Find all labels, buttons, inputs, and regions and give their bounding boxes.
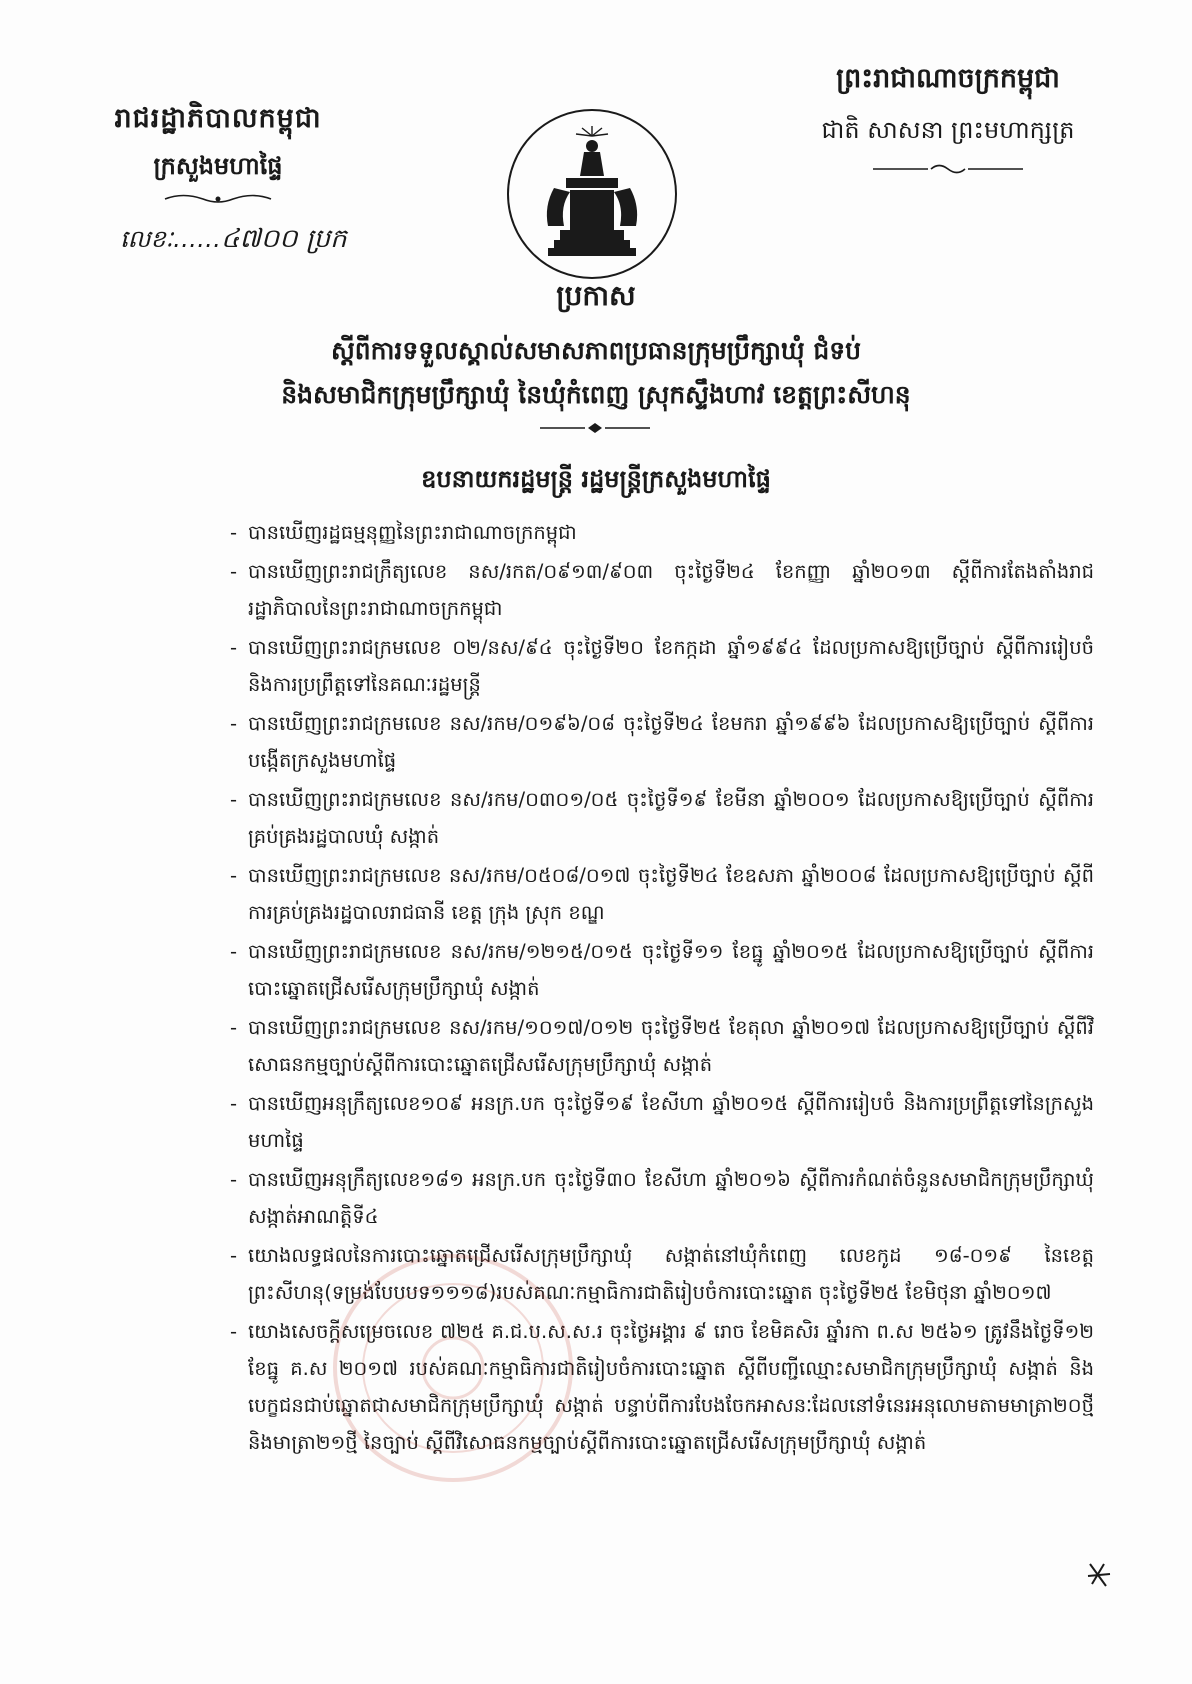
reference-label: លេខៈ xyxy=(120,225,174,253)
list-item: - បានឃើញព្រះរាជក្រមលេខ នស/រកម/១២១៥/០១៥ ចុះថ្ងៃទី១១ ខែធ្នូ ឆ្នាំ២០១៥ ដែលប្រកាសឱ្យប្រើច្បាប់ ស្តីពីការបោះឆ្នោតជ្រើសរើសក្រុមប្រឹក្សាឃុំ សង្កាត់ xyxy=(234,933,1094,1007)
list-item: - បានឃើញព្រះរាជក្រមលេខ នស/រកម/១០១៧/០១២ ចុះថ្ងៃទី២៥ ខែតុលា ឆ្នាំ២០១៧ ដែលប្រកាសឱ្យប្រើច្បាប់ ស្តីពីវិសោធនកម្មច្បាប់ស្តីពីការបោះឆ្នោតជ្រើសរើសក្រុមប្រឹក្សាឃុំ សង្កាត់ xyxy=(234,1009,1094,1083)
national-motto: ជាតិ សាសនា ព្រះមហាក្សត្រ xyxy=(821,116,1075,144)
royal-emblem xyxy=(504,106,680,282)
list-item: - បានឃើញព្រះរាជក្រមលេខ នស/រកម/០១៩៦/០៨ ចុះថ្ងៃទី២៤ ខែមករា ឆ្នាំ១៩៩៦ ដែលប្រកាសឱ្យប្រើច្បាប់ ស្តីពីការបង្កើតក្រសួងមហាផ្ទៃ xyxy=(234,705,1094,779)
list-item: - បានឃើញអនុក្រឹត្យលេខ១៨១ អនក្រ.បក ចុះថ្ងៃទី៣០ ខែសីហា ឆ្នាំ២០១៦ ស្តីពីការកំណត់ចំនួនសមាជិកក្រុមប្រឹក្សាឃុំ សង្កាត់អាណត្តិទី៤ xyxy=(234,1161,1094,1235)
list-item: - បានឃើញព្រះរាជក្រមលេខ នស/រកម/០៣០១/០៥ ចុះថ្ងៃទី១៩ ខែមីនា ឆ្នាំ២០០១ ដែលប្រកាសឱ្យប្រើច្បាប់ ស្តីពីការគ្រប់គ្រងរដ្ឋបាលឃុំ សង្កាត់ xyxy=(234,781,1094,855)
list-item: - បានឃើញព្រះរាជក្រមលេខ ០២/នស/៩៤ ចុះថ្ងៃទី២០ ខែកក្កដា ឆ្នាំ១៩៩៤ ដែលប្រកាសឱ្យប្រើច្បាប់ ស្តីពីការរៀបចំ និងការប្រព្រឹត្តទៅនៃគណៈរដ្ឋមន្ត្រី xyxy=(234,629,1094,703)
ornament-divider-left xyxy=(163,192,273,206)
reference-number: លេខៈ……៤៧០០ ប្រក xyxy=(120,224,347,254)
kingdom-name: ព្រះរាជាណាចក្រកម្ពុជា xyxy=(836,63,1060,94)
list-item: - បានឃើញព្រះរាជក្រឹត្យលេខ នស/រកត/០៩១៣/៩០៣ ចុះថ្ងៃទី២៤ ខែកញ្ញា ឆ្នាំ២០១៣ ស្តីពីការតែងតាំងរាជរដ្ឋាភិបាលនៃព្រះរាជាណាចក្រកម្ពុជា xyxy=(234,553,1094,627)
header-left xyxy=(88,102,348,206)
emblem-icon xyxy=(504,106,680,282)
list-item: - បានឃើញព្រះរាជក្រមលេខ នស/រកម/០៥០៨/០១៧ ចុះថ្ងៃទី២៤ ខែឧសភា ឆ្នាំ២០០៨ ដែលប្រកាសឱ្យប្រើច្បាប់ ស្តីពីការគ្រប់គ្រងរដ្ឋបាលរាជធានី ខេត្ត ក្រុង ស្រុក ខណ្ឌ xyxy=(234,857,1094,931)
document-type: ប្រកាស xyxy=(556,279,636,312)
initial-mark-icon xyxy=(1086,1560,1112,1590)
header-right xyxy=(788,62,1108,176)
subject-line-2: និងសមាជិកក្រុមប្រឹក្សាឃុំ នៃឃុំកំពេញ ស្រុកស្ទឹងហាវ ខេត្តព្រះសីហនុ xyxy=(281,380,911,409)
list-item: - បានឃើញរដ្ឋធម្មនុញ្ញនៃព្រះរាជាណាចក្រកម្ពុជា xyxy=(234,514,1094,551)
faint-stamp-icon xyxy=(328,1248,578,1488)
ornament-divider-right xyxy=(873,162,1023,176)
list-item: - យោងសេចក្តីសម្រេចលេខ ៧២៥ គ.ជ.ប.ស.ស.រ ចុះថ្ងៃអង្គារ ៩ រោច ខែមិគសិរ ឆ្នាំរកា ព.ស ២៥៦១ ត្រូវនឹងថ្ងៃទី១២ ខែធ្នូ គ.ស ២០១៧ របស់គណៈកម្មាធិការជាតិរៀបចំការបោះឆ្នោត ស្តីពីបញ្ជីឈ្មោះសមាជិកក្រុមប្រឹក្សាឃុំ សង្កាត់ និងបេក្ខជនជាប់ឆ្នោតជាសមាជិកក្រុមប្រឹក្សាឃុំ សង្កាត់ បន្ទាប់ពីការបែងចែកអាសនៈដែលនៅទំនេរអនុលោមតាមមាត្រា២០ថ្មី និងមាត្រា២១ថ្មី នៃច្បាប់ ស្តីពីវិសោធនកម្មច្បាប់ស្តីពីការបោះឆ្នោតជ្រើសរើសក្រុមប្រឹក្សាឃុំ សង្កាត់ xyxy=(234,1313,1094,1461)
subject-line-1: ស្តីពីការទទួលស្គាល់សមាសភាពប្រធានក្រុមប្រឹក្សាឃុំ ជំទប់ xyxy=(330,336,862,365)
title-block xyxy=(120,278,1072,417)
list-item: - បានឃើញអនុក្រឹត្យលេខ១០៩ អនក្រ.បក ចុះថ្ងៃទី១៩ ខែសីហា ឆ្នាំ២០១៥ ស្តីពីការរៀបចំ និងការប្រព្រឹត្តទៅនៃក្រសួងមហាផ្ទៃ xyxy=(234,1085,1094,1159)
government-name: រាជរដ្ឋាភិបាលកម្ពុជា xyxy=(114,103,322,134)
reference-value: ៤៧០០ ប្រក xyxy=(221,224,347,254)
title-separator xyxy=(540,422,650,434)
ministry-name: ក្រសួងមហាផ្ទៃ xyxy=(153,152,283,180)
list-item: - យោងលទ្ធផលនៃការបោះឆ្នោតជ្រើសរើសក្រុមប្រឹក្សាឃុំ សង្កាត់នៅឃុំកំពេញ លេខកូដ ១៨-០១៩ នៃខេត្តព្រះសីហនុ(ទម្រង់បែបបទ១១១៨)របស់គណៈកម្មាធិការជាតិរៀបចំការបោះឆ្នោត ចុះថ្ងៃទី២៥ ខែមិថុនា ឆ្នាំ២០១៧ xyxy=(234,1237,1094,1311)
issuer-title: ឧបនាយករដ្ឋមន្ត្រី រដ្ឋមន្ត្រីក្រសួងមហាផ្ទៃ xyxy=(421,465,771,493)
